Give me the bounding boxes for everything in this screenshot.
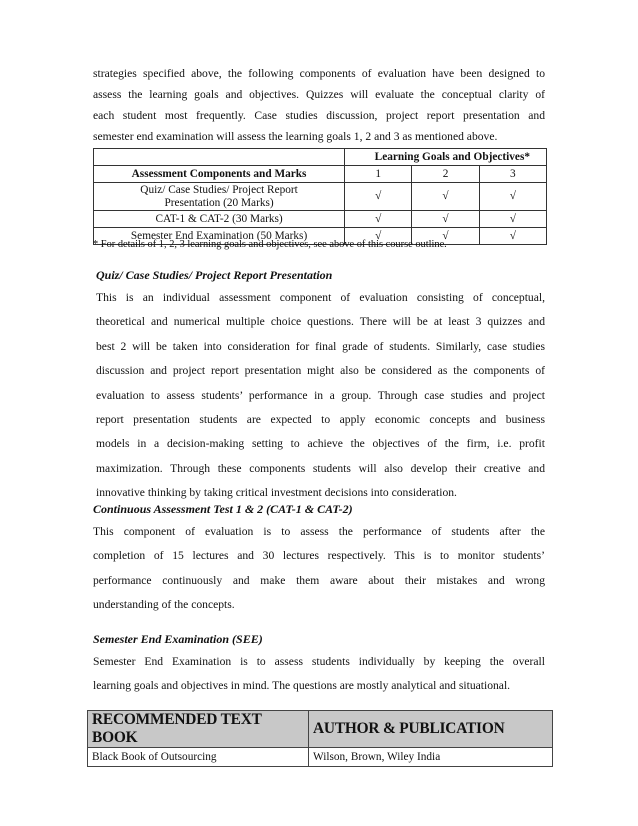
body-line: discussion and project report presentation might also be considered as the components of [96, 364, 545, 378]
body-line: best 2 will be taken into consideration for final grade of students. Similarly, case studies [96, 339, 545, 353]
body-line: innovative thinking by taking critical investment decisions into consideration. [96, 486, 457, 500]
check-mark: √ [479, 211, 546, 228]
check-mark: √ [412, 228, 479, 245]
check-mark: √ [479, 183, 546, 211]
intro-line: each student most frequently. Case studies discussion, project report presentation and [93, 109, 545, 122]
section-body-cat [93, 520, 545, 617]
body-line: performance continuously and make them aware about their mistakes and wrong [93, 573, 545, 587]
assessment-table [93, 148, 547, 245]
body-line: report presentation students are expected to apply economic concepts and business [96, 412, 545, 426]
body-line: Semester End Examination is to assess students individually by keeping the overall [93, 655, 545, 668]
check-mark: √ [412, 183, 479, 211]
section-body-see [93, 650, 545, 698]
empty-header-cell [94, 149, 345, 166]
textbook-table [87, 710, 553, 767]
body-line: learning goals and objectives in mind. The questions are mostly analytical and situational. [93, 679, 511, 692]
body-line: completion of 15 lectures and 30 lectures respectively. This is to monitor students’ [93, 549, 545, 563]
body-line: evaluation to assess students’ performance in a group. Through case studies and project [96, 388, 545, 402]
textbook-header: RECOMMENDED TEXT BOOK [88, 711, 309, 748]
section-title-quiz: Quiz/ Case Studies/ Project Report Presentation [96, 268, 333, 282]
table-footnote: * For details of 1, 2, 3 learning goals and objectives, see above of this course outline. [93, 239, 447, 250]
component-cell [94, 183, 345, 211]
assessment-goals-header-row [94, 149, 547, 166]
goal-number: 1 [345, 166, 412, 183]
check-mark: √ [345, 183, 412, 211]
assessment-row [94, 183, 547, 211]
component-label: Semester End Examination (50 Marks) [94, 228, 345, 245]
body-line: maximization. Through these components students will also develop their creative and [96, 461, 545, 475]
textbook-author: Wilson, Brown, Wiley India [309, 748, 553, 767]
assessment-row [94, 211, 547, 228]
intro-line: semester end examination will assess the learning goals 1, 2 and 3 as mentioned above. [93, 130, 498, 143]
section-title-cat: Continuous Assessment Test 1 & 2 (CAT-1 & CAT-2) [93, 502, 353, 516]
intro-line: assess the learning goals and objectives. Quizzes will evaluate the conceptual clarity of [93, 88, 545, 101]
body-line: understanding of the concepts. [93, 597, 235, 611]
author-header: AUTHOR & PUBLICATION [309, 711, 553, 748]
goal-number: 2 [412, 166, 479, 183]
section-title-see: Semester End Examination (SEE) [93, 632, 263, 646]
section-body-quiz [96, 286, 545, 506]
component-label: Quiz/ Case Studies/ Project Report [140, 183, 298, 196]
goal-number: 3 [479, 166, 546, 183]
body-line: theoretical and numerical multiple choice questions. There will be at least 3 quizzes and [96, 315, 545, 329]
check-mark: √ [345, 228, 412, 245]
check-mark: √ [479, 228, 546, 245]
component-label: CAT-1 & CAT-2 (30 Marks) [94, 211, 345, 228]
component-label: Presentation (20 Marks) [164, 196, 274, 209]
body-line: This component of evaluation is to assess the performance of students after the [93, 525, 545, 538]
check-mark: √ [345, 211, 412, 228]
intro-paragraph [93, 63, 545, 147]
check-mark: √ [412, 211, 479, 228]
textbook-header-row [88, 711, 553, 748]
textbook-row [88, 748, 553, 767]
intro-line: strategies specified above, the following components of evaluation have been designed to [93, 67, 545, 80]
body-line: models in a decision-making setting to achieve the objectives of the firm, i.e. profit [96, 437, 545, 451]
goals-header: Learning Goals and Objectives* [345, 149, 547, 166]
body-line: This is an individual assessment component of evaluation consisting of conceptual, [96, 291, 545, 304]
component-header: Assessment Components and Marks [94, 166, 345, 183]
textbook-title: Black Book of Outsourcing [88, 748, 309, 767]
assessment-header-row [94, 166, 547, 183]
